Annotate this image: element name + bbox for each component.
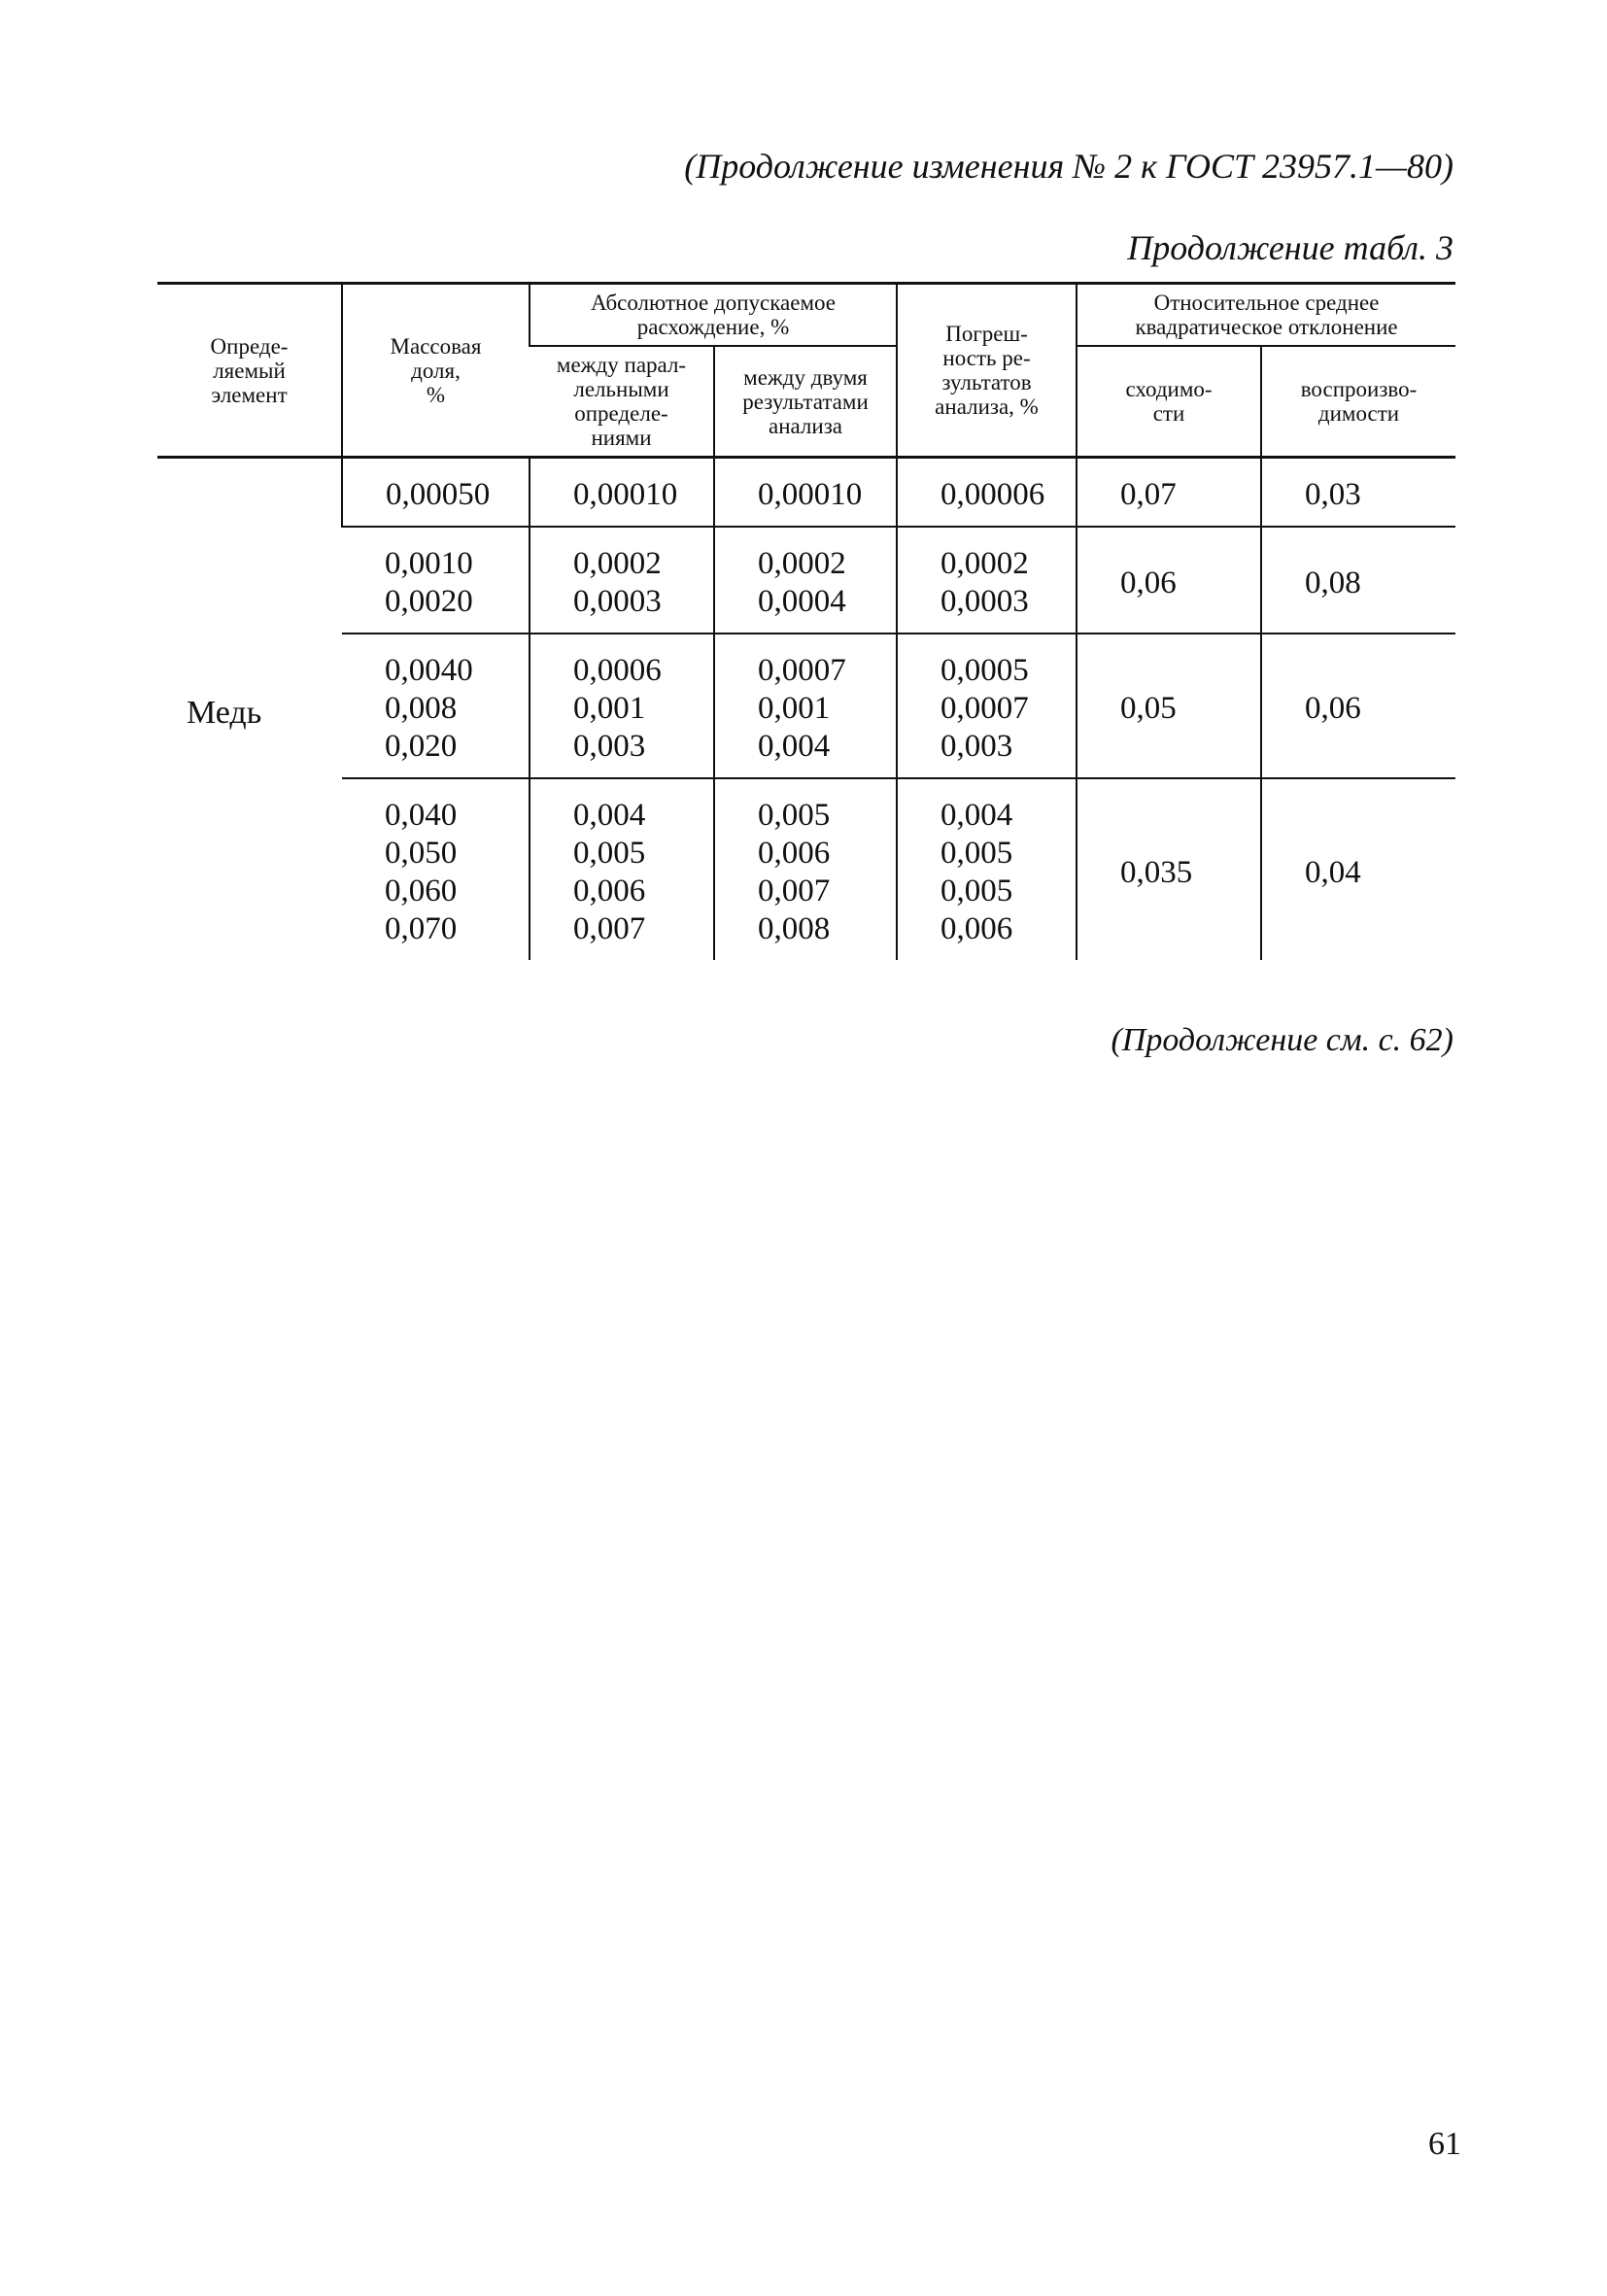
results-cell: 0,005 0,006 0,007 0,008: [714, 778, 897, 960]
document-continuation-footer: (Продолжение см. с. 62): [1111, 1022, 1453, 1058]
mass-cell: 0,040 0,050 0,060 0,070: [385, 798, 458, 946]
table-caption: Продолжение табл. 3: [1127, 228, 1453, 267]
error-cell: 0,0005 0,0007 0,003: [897, 634, 1077, 778]
convergence-cell: 0,05: [1077, 634, 1261, 778]
convergence-cell: 0,07: [1077, 458, 1261, 528]
results-cell: 0,0007 0,001 0,004: [714, 634, 897, 778]
error-cell: 0,0002 0,0003: [897, 527, 1077, 634]
error-cell: 0,00006: [897, 458, 1077, 528]
data-table-container: [157, 282, 1455, 960]
reproducibility-cell: 0,08: [1261, 527, 1455, 634]
parallel-cell: 0,0006 0,001 0,003: [530, 634, 714, 778]
header-between-parallel: между парал- лельными определе- ниями: [530, 346, 714, 458]
parallel-cell: 0,004 0,005 0,006 0,007: [530, 778, 714, 960]
reproducibility-cell: 0,06: [1261, 634, 1455, 778]
header-reproducibility: воспроизво- димости: [1261, 346, 1455, 458]
mass-cell: 0,0040 0,008 0,020: [342, 634, 530, 778]
mass-cell: 0,0010 0,0020: [342, 527, 530, 634]
mass-cell: 0,00050: [342, 458, 530, 528]
header-abs-discrepancy: Абсолютное допускаемое расхождение, %: [530, 284, 897, 347]
table-row: [157, 778, 1455, 960]
table-row: [157, 634, 1455, 778]
header-rel-std: Относительное среднее квадратическое отклонение: [1077, 284, 1455, 347]
header-element: Опреде- ляемый элемент: [157, 284, 342, 458]
parallel-cell: 0,00010: [530, 458, 714, 528]
error-cell: 0,004 0,005 0,005 0,006: [897, 778, 1077, 960]
reproducibility-cell: 0,04: [1261, 778, 1455, 960]
parallel-cell: 0,0002 0,0003: [530, 527, 714, 634]
results-cell: 0,0002 0,0004: [714, 527, 897, 634]
header-convergence: сходимо- сти: [1077, 346, 1261, 458]
data-table: [157, 282, 1455, 960]
convergence-cell: 0,06: [1077, 527, 1261, 634]
table-row: [157, 527, 1455, 634]
page-number: 61: [1428, 2126, 1461, 2162]
reproducibility-cell: 0,03: [1261, 458, 1455, 528]
header-between-results: между двумя результатами анализа: [714, 346, 897, 458]
header-mass-fraction: Массовая доля, %: [342, 284, 530, 458]
table-row: [157, 458, 1455, 528]
element-name-cell: Медь: [187, 694, 262, 731]
results-cell: 0,00010: [714, 458, 897, 528]
convergence-cell: 0,035: [1077, 778, 1261, 960]
header-error: Погреш- ность ре- зультатов анализа, %: [897, 284, 1077, 458]
document-continuation-header: (Продолжение изменения № 2 к ГОСТ 23957.1—80): [684, 147, 1453, 186]
